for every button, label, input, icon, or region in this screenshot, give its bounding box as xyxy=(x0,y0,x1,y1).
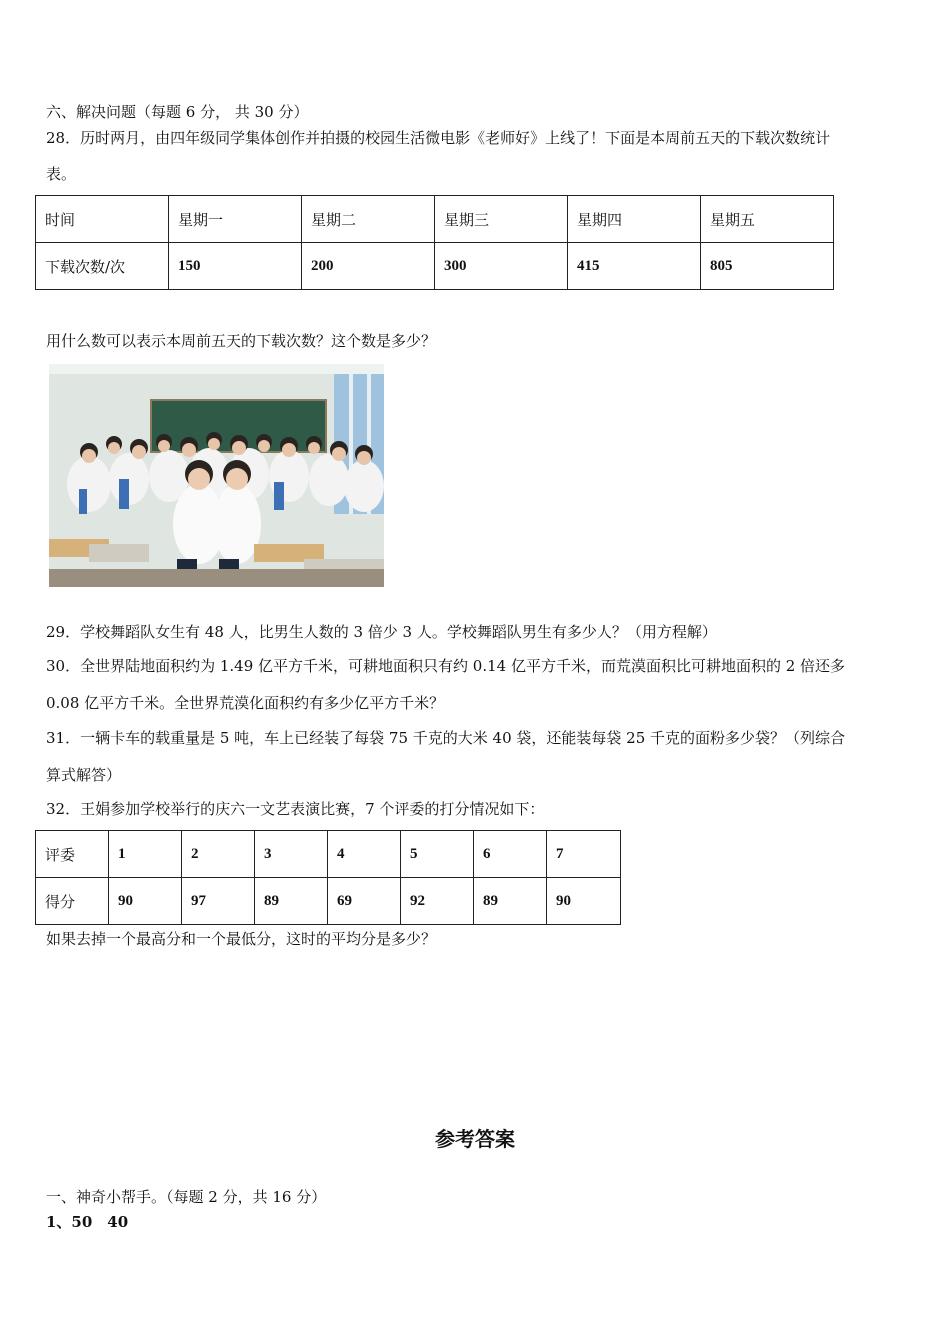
table-row xyxy=(36,878,621,925)
q30-text-line1: 30．全世界陆地面积约为 1.49 亿平方千米，可耕地面积只有约 0.14 亿平方千米，而荒漠面积比可耕地面积的 2 倍还多 xyxy=(46,657,846,675)
judge-score-table xyxy=(35,830,621,925)
q28-text-line2: 表。 xyxy=(46,165,77,183)
q28-question: 用什么数可以表示本周前五天的下载次数？这个数是多少？ xyxy=(46,332,437,350)
q31-text-line1: 31．一辆卡车的载重量是 5 吨，车上已经装了每袋 75 千克的大米 40 袋，还能装每袋 25 千克的面粉多少袋？（列综合 xyxy=(46,729,846,747)
answer-item: 1、50 40 xyxy=(46,1213,129,1231)
table-cell: 5 xyxy=(401,831,474,878)
q30-text-line2: 0.08 亿平方千米。全世界荒漠化面积约有多少亿平方千米？ xyxy=(46,694,445,712)
table-row-label: 得分 xyxy=(36,878,109,925)
table-row-label: 下载次数/次 xyxy=(36,243,169,290)
table-row-label: 评委 xyxy=(36,831,109,878)
class-photo-illustration xyxy=(49,364,384,587)
table-cell: 415 xyxy=(568,243,701,290)
table-header-cell: 星期五 xyxy=(701,196,834,243)
table-cell: 6 xyxy=(474,831,547,878)
answer-title: 参考答案 xyxy=(435,1127,515,1151)
q28-text-line1: 28．历时两月，由四年级同学集体创作并拍摄的校园生活微电影《老师好》上线了！下面是本周前五天的下载次数统计 xyxy=(46,129,831,147)
table-cell: 150 xyxy=(169,243,302,290)
answer-section-heading: 一、神奇小帮手。（每题 2 分，共 16 分） xyxy=(46,1188,327,1206)
table-cell: 3 xyxy=(255,831,328,878)
table-cell: 69 xyxy=(328,878,401,925)
table-cell: 200 xyxy=(302,243,435,290)
table-cell: 2 xyxy=(182,831,255,878)
table-cell: 90 xyxy=(109,878,182,925)
table-header-cell: 星期四 xyxy=(568,196,701,243)
table-cell: 7 xyxy=(547,831,621,878)
download-count-table xyxy=(35,195,834,290)
class-photo xyxy=(49,364,384,587)
table-cell: 1 xyxy=(109,831,182,878)
table-row xyxy=(36,831,621,878)
table-cell: 300 xyxy=(435,243,568,290)
q29-text: 29．学校舞蹈队女生有 48 人，比男生人数的 3 倍少 3 人。学校舞蹈队男生有多少人？（用方程解） xyxy=(46,623,717,641)
table-cell: 89 xyxy=(474,878,547,925)
table-cell: 90 xyxy=(547,878,621,925)
table-header-cell: 星期三 xyxy=(435,196,568,243)
table-cell: 97 xyxy=(182,878,255,925)
q31-text-line2: 算式解答） xyxy=(46,766,122,784)
table-cell: 92 xyxy=(401,878,474,925)
table-row xyxy=(36,196,834,243)
q32-question: 如果去掉一个最高分和一个最低分，这时的平均分是多少？ xyxy=(46,930,437,948)
table-cell: 805 xyxy=(701,243,834,290)
table-cell: 89 xyxy=(255,878,328,925)
table-header-cell: 时间 xyxy=(36,196,169,243)
section-heading: 六、解决问题（每题 6 分， 共 30 分） xyxy=(46,103,309,121)
table-cell: 4 xyxy=(328,831,401,878)
q32-text: 32．王娟参加学校举行的庆六一文艺表演比赛，7 个评委的打分情况如下： xyxy=(46,800,545,818)
table-row xyxy=(36,243,834,290)
table-header-cell: 星期一 xyxy=(169,196,302,243)
table-header-cell: 星期二 xyxy=(302,196,435,243)
